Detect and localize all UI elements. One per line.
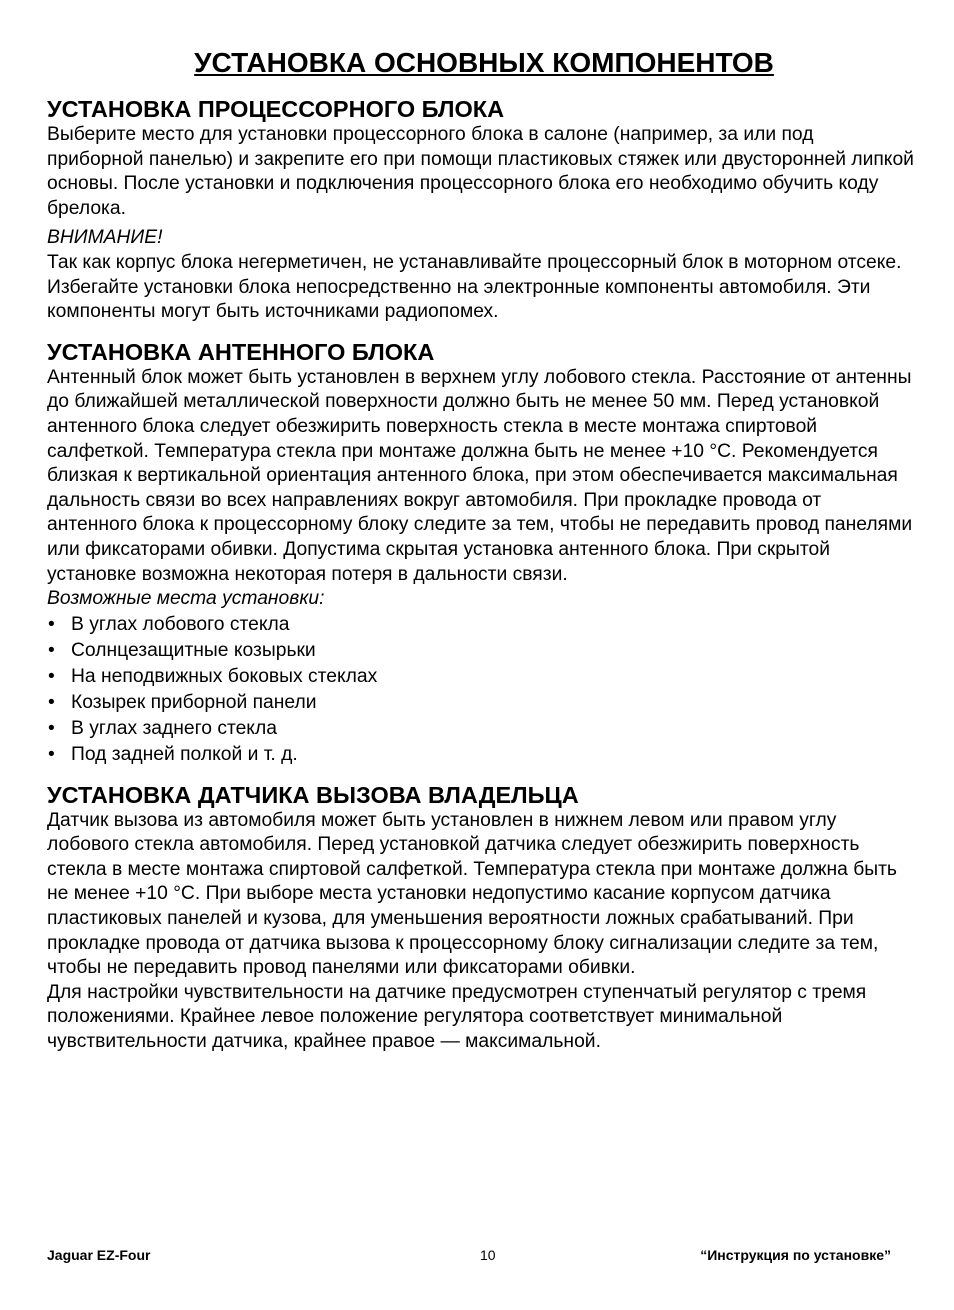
section-paragraph: Антенный блок может быть установлен в верхнем углу лобового стекла. Расстояние от антенны до ближайшей металлической поверхности должно быть не менее 50 мм. Перед установкой антенного блока следует обезжирить поверхность стекла в месте монтажа спиртовой салфеткой. Температура стекла при монтаже должна быть не менее +10 °С. Рекомендуется близкая к вертикальной ориентация антенного блока, при этом обеспечивается максимальная дальность связи во всех направлениях вокруг автомобиля. При прокладке провода от антенного блока к процессорному блоку следите за тем, чтобы не передавить провод панелями или фиксаторами обивки. Допустима скрытая установка антенного блока. При скрытой установке возможна некоторая потеря в дальности связи. [47, 366, 913, 585]
list-item-text: На неподвижных боковых стеклах [71, 665, 378, 687]
list-item [47, 742, 915, 768]
list-item [47, 612, 915, 638]
list-item [47, 664, 915, 690]
bullet-icon: • [48, 691, 55, 713]
footer-product-name: Jaguar EZ-Four [47, 1247, 151, 1263]
page-footer [47, 1247, 891, 1267]
list-label: Возможные места установки: [47, 588, 325, 610]
footer-document-title: “Инструкция по установке” [700, 1247, 891, 1263]
list-item-text: Солнцезащитные козырьки [71, 639, 316, 661]
warning-label: ВНИМАНИЕ! [47, 227, 163, 249]
section-paragraph: Для настройки чувствительности на датчике предусмотрен ступенчатый регулятор с тремя положениями. Крайнее левое положение регулятора соответствует минимальной чувствительности датчика, крайнее правое — максимальной. [47, 981, 867, 1053]
section-processor-unit [47, 96, 915, 325]
list-item-text: Козырек приборной панели [71, 691, 317, 713]
bullet-icon: • [48, 613, 55, 635]
bullet-icon: • [48, 665, 55, 687]
bullet-icon: • [48, 743, 55, 765]
section-heading: УСТАНОВКА ДАТЧИКА ВЫЗОВА ВЛАДЕЛЬЦА [47, 781, 579, 808]
warning-text: Так как корпус блока негерметичен, не устанавливайте процессорный блок в моторном отсеке. Избегайте установки блока непосредственно на электронные компоненты автомобиля. Эти компоненты могут быть источниками радиопомех. [47, 251, 902, 323]
list-item [47, 690, 915, 716]
section-antenna-unit [47, 339, 915, 768]
list-item-text: Под задней полкой и т. д. [71, 743, 298, 765]
list-item-text: В углах заднего стекла [71, 717, 277, 739]
bullet-icon: • [48, 639, 55, 661]
section-call-sensor [47, 782, 915, 1055]
page-number: 10 [480, 1247, 496, 1263]
section-heading: УСТАНОВКА ПРОЦЕССОРНОГО БЛОКА [47, 96, 505, 122]
section-paragraph: Датчик вызова из автомобиля может быть установлен в нижнем левом или правом углу лобового стекла автомобиля. Перед установкой датчика следует обезжирить поверхность стекла в месте монтажа спиртовой салфеткой. Температура стекла при монтаже должна быть не менее +10 °С. При выборе места установки недопустимо касание корпусом датчика пластиковых панелей и кузова, для уменьшения вероятности ложных срабатываний. При прокладке провода от датчика вызова к процессорному блоку сигнализации следите за тем, чтобы не передавить провод панелями или фиксаторами обивки. [47, 809, 897, 979]
page-content [47, 44, 915, 1055]
bullet-icon: • [48, 717, 55, 739]
list-item [47, 638, 915, 664]
section-paragraph: Выберите место для установки процессорного блока в салоне (например, за или под приборной панелью) и закрепите его при помощи пластиковых стяжек или двусторонней липкой основы. После установки и подключения процессорного блока его необходимо обучить коду брелока. [47, 124, 914, 219]
section-heading: УСТАНОВКА АНТЕННОГО БЛОКА [47, 338, 435, 365]
list-item-text: В углах лобового стекла [71, 613, 290, 635]
list-item [47, 716, 915, 742]
page-title: УСТАНОВКА ОСНОВНЫХ КОМПОНЕНТОВ [194, 47, 774, 78]
mounting-locations-list [47, 612, 915, 768]
